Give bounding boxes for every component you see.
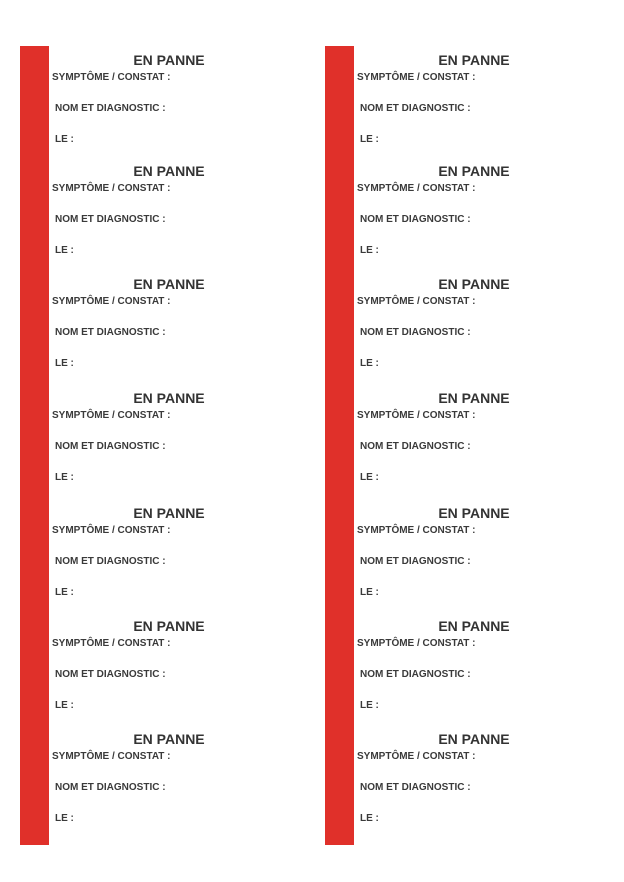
symptom-field-label: SYMPTÔME / CONSTAT : (52, 72, 171, 83)
tag-title: EN PANNE (438, 276, 510, 292)
name-diagnostic-field-label: NOM ET DIAGNOSTIC : (55, 556, 166, 567)
tag-title: EN PANNE (438, 52, 510, 68)
date-field-label: LE : (360, 134, 379, 145)
repair-tag (20, 384, 320, 498)
tag-title: EN PANNE (438, 731, 510, 747)
tag-title: EN PANNE (438, 505, 510, 521)
symptom-field-label: SYMPTÔME / CONSTAT : (357, 751, 476, 762)
symptom-field-label: SYMPTÔME / CONSTAT : (357, 296, 476, 307)
repair-tag (325, 46, 624, 160)
name-diagnostic-field-label: NOM ET DIAGNOSTIC : (360, 214, 471, 225)
date-field-label: LE : (55, 472, 74, 483)
date-field-label: LE : (360, 245, 379, 256)
repair-tag (325, 612, 624, 726)
repair-tag (20, 499, 320, 613)
repair-tag (325, 499, 624, 613)
name-diagnostic-field-label: NOM ET DIAGNOSTIC : (55, 327, 166, 338)
symptom-field-label: SYMPTÔME / CONSTAT : (52, 296, 171, 307)
tag-title: EN PANNE (438, 163, 510, 179)
symptom-field-label: SYMPTÔME / CONSTAT : (52, 410, 171, 421)
date-field-label: LE : (55, 358, 74, 369)
date-field-label: LE : (55, 700, 74, 711)
repair-tag (325, 384, 624, 498)
symptom-field-label: SYMPTÔME / CONSTAT : (52, 638, 171, 649)
name-diagnostic-field-label: NOM ET DIAGNOSTIC : (55, 669, 166, 680)
tag-title: EN PANNE (133, 276, 205, 292)
repair-tag (20, 157, 320, 271)
symptom-field-label: SYMPTÔME / CONSTAT : (357, 525, 476, 536)
symptom-field-label: SYMPTÔME / CONSTAT : (357, 410, 476, 421)
tag-title: EN PANNE (438, 390, 510, 406)
name-diagnostic-field-label: NOM ET DIAGNOSTIC : (360, 441, 471, 452)
repair-tag (325, 157, 624, 271)
name-diagnostic-field-label: NOM ET DIAGNOSTIC : (55, 782, 166, 793)
tag-title: EN PANNE (133, 52, 205, 68)
tag-title: EN PANNE (133, 505, 205, 521)
tag-title: EN PANNE (133, 390, 205, 406)
repair-tag (20, 612, 320, 726)
repair-tag (20, 725, 320, 839)
date-field-label: LE : (55, 245, 74, 256)
date-field-label: LE : (360, 358, 379, 369)
symptom-field-label: SYMPTÔME / CONSTAT : (357, 72, 476, 83)
repair-tag (20, 270, 320, 384)
name-diagnostic-field-label: NOM ET DIAGNOSTIC : (55, 214, 166, 225)
date-field-label: LE : (360, 587, 379, 598)
symptom-field-label: SYMPTÔME / CONSTAT : (357, 638, 476, 649)
tag-title: EN PANNE (133, 618, 205, 634)
name-diagnostic-field-label: NOM ET DIAGNOSTIC : (360, 556, 471, 567)
tag-column-left (20, 46, 320, 845)
repair-tag (325, 270, 624, 384)
repair-tag (325, 725, 624, 839)
date-field-label: LE : (360, 472, 379, 483)
date-field-label: LE : (55, 587, 74, 598)
name-diagnostic-field-label: NOM ET DIAGNOSTIC : (360, 782, 471, 793)
name-diagnostic-field-label: NOM ET DIAGNOSTIC : (360, 669, 471, 680)
symptom-field-label: SYMPTÔME / CONSTAT : (357, 183, 476, 194)
tag-title: EN PANNE (133, 163, 205, 179)
date-field-label: LE : (55, 813, 74, 824)
name-diagnostic-field-label: NOM ET DIAGNOSTIC : (360, 103, 471, 114)
name-diagnostic-field-label: NOM ET DIAGNOSTIC : (360, 327, 471, 338)
name-diagnostic-field-label: NOM ET DIAGNOSTIC : (55, 103, 166, 114)
tag-column-right (325, 46, 624, 845)
symptom-field-label: SYMPTÔME / CONSTAT : (52, 525, 171, 536)
date-field-label: LE : (55, 134, 74, 145)
tag-title: EN PANNE (438, 618, 510, 634)
symptom-field-label: SYMPTÔME / CONSTAT : (52, 183, 171, 194)
tag-title: EN PANNE (133, 731, 205, 747)
symptom-field-label: SYMPTÔME / CONSTAT : (52, 751, 171, 762)
date-field-label: LE : (360, 700, 379, 711)
repair-tag (20, 46, 320, 160)
date-field-label: LE : (360, 813, 379, 824)
name-diagnostic-field-label: NOM ET DIAGNOSTIC : (55, 441, 166, 452)
